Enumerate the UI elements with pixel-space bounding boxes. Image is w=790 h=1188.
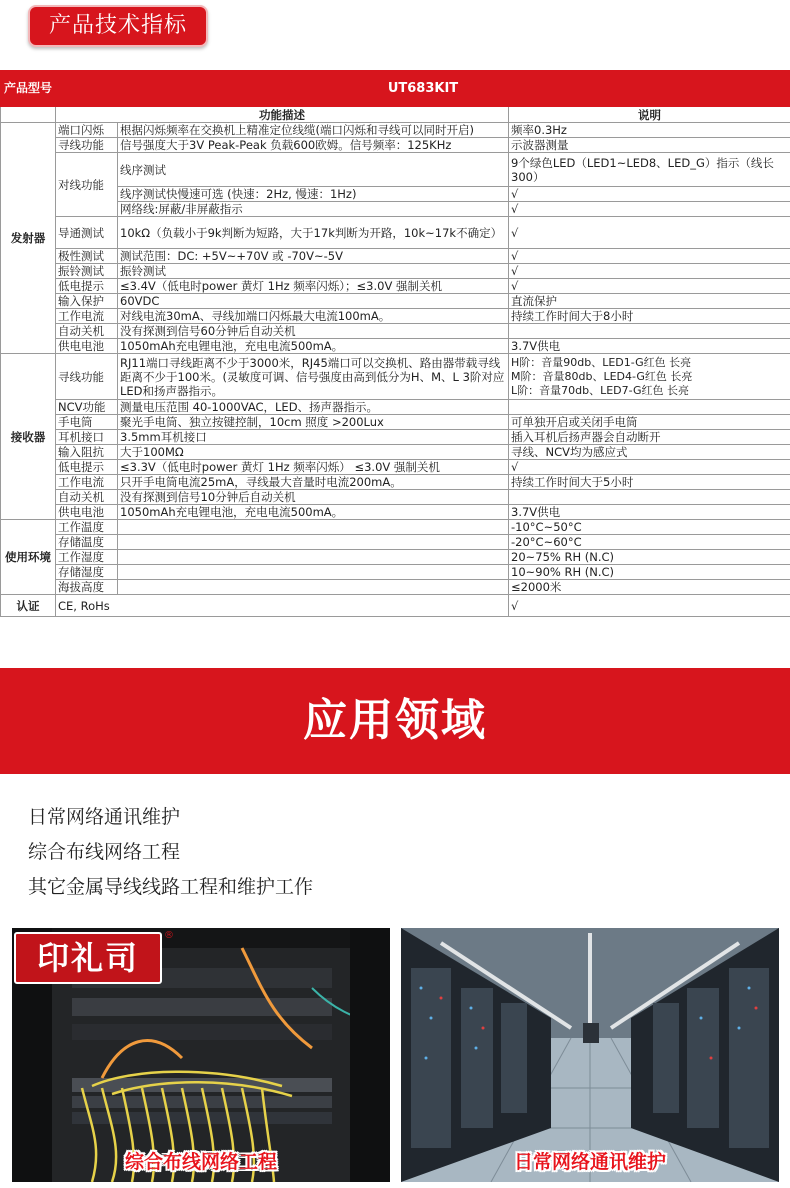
column-header-note: 说明 bbox=[509, 107, 790, 123]
row-note: 持续工作时间大于5小时 bbox=[509, 475, 790, 490]
row-label: 耳机接口 bbox=[56, 430, 118, 445]
row-label: NCV功能 bbox=[56, 400, 118, 415]
row-label: 海拔高度 bbox=[56, 580, 118, 595]
row-note: √ bbox=[509, 249, 790, 264]
row-note: √ bbox=[509, 217, 790, 249]
table-row bbox=[1, 430, 790, 445]
row-desc: 聚光手电筒、独立按键控制，10cm 照度 >200Lux bbox=[118, 415, 509, 430]
row-label: 输入阻抗 bbox=[56, 445, 118, 460]
row-desc: 没有探测到信号10分钟后自动关机 bbox=[118, 490, 509, 505]
table-row bbox=[1, 415, 790, 430]
row-label: 供电电池 bbox=[56, 339, 118, 354]
table-row bbox=[1, 400, 790, 415]
row-label: 存储湿度 bbox=[56, 565, 118, 580]
table-row bbox=[1, 153, 790, 187]
table-header-row bbox=[1, 71, 790, 107]
row-note: -10°C~50°C bbox=[509, 520, 790, 535]
table-row bbox=[1, 580, 790, 595]
row-desc: 信号强度大于3V Peak-Peak 负载600欧姆。信号频率：125KHz bbox=[118, 138, 509, 153]
model-name: UT683KIT bbox=[56, 71, 790, 107]
datacenter-aisle-image bbox=[401, 928, 779, 1182]
row-note: √ bbox=[509, 187, 790, 202]
row-desc: 测量电压范围 40-1000VAC，LED、扬声器指示。 bbox=[118, 400, 509, 415]
row-desc: 线序测试 bbox=[118, 153, 509, 187]
row-desc bbox=[118, 535, 509, 550]
row-note: 10~90% RH (N.C) bbox=[509, 565, 790, 580]
table-row bbox=[1, 309, 790, 324]
row-note bbox=[509, 490, 790, 505]
row-note: 插入耳机后扬声器会自动断开 bbox=[509, 430, 790, 445]
table-row bbox=[1, 294, 790, 309]
row-label: 工作湿度 bbox=[56, 550, 118, 565]
table-row bbox=[1, 445, 790, 460]
table-row bbox=[1, 520, 790, 535]
table-row bbox=[1, 202, 790, 217]
datacenter-photo bbox=[401, 928, 779, 1182]
table-row bbox=[1, 339, 790, 354]
row-label: 对线功能 bbox=[56, 153, 118, 217]
row-label: 自动关机 bbox=[56, 490, 118, 505]
row-desc: 10kΩ（负载小于9k判断为短路，大于17k判断为开路，10k~17k不确定） bbox=[118, 217, 509, 249]
spec-table bbox=[0, 70, 790, 617]
row-desc: 大于100MΩ bbox=[118, 445, 509, 460]
table-row bbox=[1, 550, 790, 565]
row-note: 寻线、NCV均为感应式 bbox=[509, 445, 790, 460]
row-desc: 60VDC bbox=[118, 294, 509, 309]
row-desc: 只开手电筒电流25mA，寻线最大音量时电流200mA。 bbox=[118, 475, 509, 490]
list-item: 综合布线网络工程 bbox=[28, 841, 181, 863]
row-note: H阶：音量90db、LED1-G红色 长亮 M阶：音量80db、LED4-G红色 长亮 L阶：音量70db、LED7-G红色 长亮 bbox=[509, 354, 790, 400]
model-label: 产品型号 bbox=[1, 71, 56, 107]
table-row bbox=[1, 138, 790, 153]
table-row bbox=[1, 354, 790, 400]
table-row bbox=[1, 123, 790, 138]
row-desc: ≤3.4V（低电时power 黄灯 1Hz 频率闪烁）；≤3.0V 强制关机 bbox=[118, 279, 509, 294]
row-note: 直流保护 bbox=[509, 294, 790, 309]
row-desc: 没有探测到信号60分钟后自动关机 bbox=[118, 324, 509, 339]
table-row bbox=[1, 217, 790, 249]
row-note: √ bbox=[509, 202, 790, 217]
row-label: 工作温度 bbox=[56, 520, 118, 535]
row-label: 供电电池 bbox=[56, 505, 118, 520]
row-desc: RJ11端口寻线距离不少于3000米，RJ45端口可以交换机、路由器带载寻线距离不少于100米。(灵敏度可调、信号强度由高到低分为H、M、L 3阶对应LED和扬声器指示。 bbox=[118, 354, 509, 400]
registered-mark: ® bbox=[164, 930, 174, 941]
category-transmitter: 发射器 bbox=[1, 123, 56, 354]
table-row bbox=[1, 535, 790, 550]
row-desc: 线序测试快慢速可选 (快速：2Hz, 慢速：1Hz) bbox=[118, 187, 509, 202]
table-row bbox=[1, 475, 790, 490]
row-note: √ bbox=[509, 279, 790, 294]
row-note bbox=[509, 400, 790, 415]
row-label: 低电提示 bbox=[56, 460, 118, 475]
application-list bbox=[28, 800, 313, 905]
row-note: 示波器测量 bbox=[509, 138, 790, 153]
column-header-row bbox=[1, 107, 790, 123]
cabling-photo bbox=[12, 928, 390, 1182]
table-row bbox=[1, 595, 790, 617]
category-certification: 认证 bbox=[1, 595, 56, 617]
table-row bbox=[1, 460, 790, 475]
row-note: 频率0.3Hz bbox=[509, 123, 790, 138]
column-header-func: 功能描述 bbox=[56, 107, 509, 123]
row-note: 持续工作时间大于8小时 bbox=[509, 309, 790, 324]
row-desc bbox=[118, 565, 509, 580]
row-note: 3.7V供电 bbox=[509, 339, 790, 354]
row-desc: 3.5mm耳机接口 bbox=[118, 430, 509, 445]
row-note: ≤2000米 bbox=[509, 580, 790, 595]
table-row bbox=[1, 249, 790, 264]
row-label: 手电筒 bbox=[56, 415, 118, 430]
row-label: 导通测试 bbox=[56, 217, 118, 249]
row-desc bbox=[118, 520, 509, 535]
row-desc bbox=[118, 550, 509, 565]
row-desc: 对线电流30mA、寻线加端口闪烁最大电流100mA。 bbox=[118, 309, 509, 324]
row-note: √ bbox=[509, 595, 790, 617]
table-row bbox=[1, 279, 790, 294]
application-banner: 应用领域 bbox=[0, 668, 790, 774]
category-environment: 使用环境 bbox=[1, 520, 56, 595]
row-label: 工作电流 bbox=[56, 309, 118, 324]
brand-stamp-logo: 印礼司 bbox=[14, 932, 162, 984]
list-item: 日常网络通讯维护 bbox=[28, 806, 181, 828]
row-note: √ bbox=[509, 460, 790, 475]
row-note: 可单独开启或关闭手电筒 bbox=[509, 415, 790, 430]
row-label: 振铃测试 bbox=[56, 264, 118, 279]
row-desc: 网络线:屏蔽/非屏蔽指示 bbox=[118, 202, 509, 217]
table-row bbox=[1, 565, 790, 580]
row-note: 9个绿色LED（LED1~LED8、LED_G）指示（线长300） bbox=[509, 153, 790, 187]
row-note: -20°C~60°C bbox=[509, 535, 790, 550]
table-row bbox=[1, 187, 790, 202]
row-label: 寻线功能 bbox=[56, 354, 118, 400]
row-label: 低电提示 bbox=[56, 279, 118, 294]
photo-caption-right: 日常网络通讯维护 bbox=[513, 1151, 666, 1173]
row-desc bbox=[118, 580, 509, 595]
photo-caption-left: 综合布线网络工程 bbox=[124, 1151, 277, 1173]
row-desc: 1050mAh充电锂电池，充电电流500mA。 bbox=[118, 339, 509, 354]
row-note bbox=[509, 324, 790, 339]
row-desc: ≤3.3V（低电时power 黄灯 1Hz 频率闪烁） ≤3.0V 强制关机 bbox=[118, 460, 509, 475]
row-label: 输入保护 bbox=[56, 294, 118, 309]
row-note: 3.7V供电 bbox=[509, 505, 790, 520]
row-label: 工作电流 bbox=[56, 475, 118, 490]
row-note: 20~75% RH (N.C) bbox=[509, 550, 790, 565]
row-label: 极性测试 bbox=[56, 249, 118, 264]
row-label: 端口闪烁 bbox=[56, 123, 118, 138]
section-title-badge: 产品技术指标 bbox=[28, 5, 208, 47]
row-desc: 根据闪烁频率在交换机上精准定位线缆(端口闪烁和寻线可以同时开启) bbox=[118, 123, 509, 138]
row-desc: CE, RoHs bbox=[56, 595, 509, 617]
row-note: √ bbox=[509, 264, 790, 279]
row-desc: 振铃测试 bbox=[118, 264, 509, 279]
row-label: 自动关机 bbox=[56, 324, 118, 339]
blank-cell bbox=[1, 107, 56, 123]
table-row bbox=[1, 505, 790, 520]
row-desc: 1050mAh充电锂电池，充电电流500mA。 bbox=[118, 505, 509, 520]
row-desc: 测试范围：DC: +5V~+70V 或 -70V~-5V bbox=[118, 249, 509, 264]
table-row bbox=[1, 324, 790, 339]
row-label: 存储温度 bbox=[56, 535, 118, 550]
list-item: 其它金属导线线路工程和维护工作 bbox=[28, 876, 314, 898]
table-row bbox=[1, 264, 790, 279]
row-label: 寻线功能 bbox=[56, 138, 118, 153]
table-row bbox=[1, 490, 790, 505]
category-receiver: 接收器 bbox=[1, 354, 56, 520]
